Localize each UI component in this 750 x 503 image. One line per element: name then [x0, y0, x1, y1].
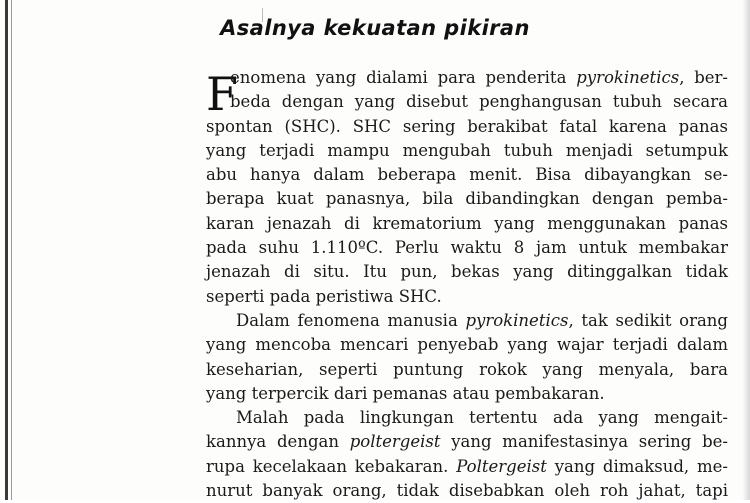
text-run: yang terjadi mampu mengubah tubuh menjadi setumpuk — [206, 140, 728, 160]
text-line — [206, 479, 728, 503]
text-run: nurut banyak orang, tidak disebabkan oleh roh jahat, tapi — [206, 481, 728, 501]
italic-term: poltergeist — [349, 432, 441, 452]
text-run: pada suhu 1.110ºC. Perlu waktu 8 jam untuk membakar — [206, 238, 728, 258]
text-line — [206, 382, 728, 406]
text-line — [206, 212, 728, 236]
text-run: seperti pada peristiwa SHC. — [206, 286, 442, 306]
text-line — [206, 115, 728, 139]
text-line — [206, 333, 728, 357]
text-run: , tak sedikit orang — [568, 310, 728, 330]
text-run: , ber- — [679, 68, 728, 87]
text-run: beda dengan yang disebut penghangusan tubuh secara — [230, 92, 728, 112]
text-line — [206, 260, 728, 284]
text-run: abu hanya dalam beberapa menit. Bisa dibayangkan se- — [206, 165, 728, 185]
text-run: yang dimaksud, me- — [546, 456, 728, 476]
text-line — [206, 66, 728, 90]
text-line — [206, 163, 728, 187]
text-run: yang mencoba mencari penyebab yang wajar terjadi dalam — [206, 335, 728, 355]
text-run: jenazah di situ. Itu pun, bekas yang ditinggalkan tidak — [206, 262, 728, 282]
text-line — [206, 358, 728, 382]
text-run: keseharian, seperti puntung rokok yang menyala, bara — [206, 359, 728, 379]
text-line — [206, 90, 728, 114]
text-run: yang terpercik dari pemanas atau pembakaran. — [206, 383, 605, 403]
text-run: karan jenazah di krematorium yang menggunakan panas — [206, 213, 728, 233]
text-line — [206, 187, 728, 211]
text-run: Dalam fenomena manusia — [236, 310, 466, 330]
text-run: rupa kecelakaan kebakaran. — [206, 456, 457, 476]
italic-term: pyrokinetics — [465, 310, 569, 330]
text-line — [206, 139, 728, 163]
text-line — [206, 309, 728, 333]
italic-term: Poltergeist — [456, 456, 547, 476]
text-run: yang manifestasinya sering be- — [440, 432, 729, 452]
page-edge-rule-thin — [11, 0, 12, 500]
text-run: enomena yang dialami para penderita — [230, 68, 577, 87]
italic-term: pyrokinetics — [576, 68, 680, 87]
text-line — [206, 236, 728, 260]
text-line — [206, 285, 728, 309]
page-edge-rule — [5, 0, 8, 500]
text-run: spontan (SHC). SHC sering berakibat fatal karena panas — [206, 116, 728, 136]
text-line — [206, 455, 728, 479]
text-run: kannya dengan — [206, 432, 350, 452]
drop-cap: F — [206, 67, 238, 121]
page-title: Asalnya kekuatan pikiran — [220, 16, 530, 40]
text-run: berapa kuat panasnya, bila dibandingkan dengan pemba- — [206, 189, 728, 209]
article-body — [206, 66, 728, 503]
text-line — [206, 406, 728, 430]
page-edge-shadow — [742, 0, 750, 500]
text-line — [206, 430, 728, 454]
text-run: Malah pada lingkungan tertentu ada yang mengait- — [236, 408, 728, 428]
